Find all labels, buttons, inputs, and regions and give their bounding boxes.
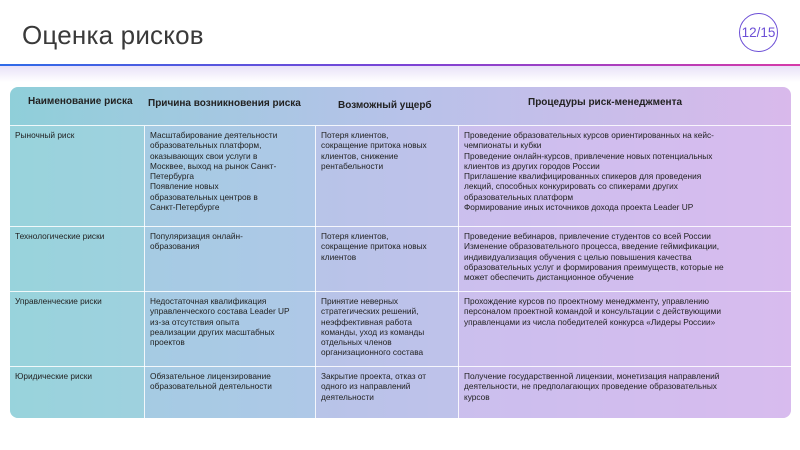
cell-text-line: Появление новых (150, 181, 219, 192)
table-row (10, 291, 791, 367)
cell-text-line: Принятие неверных (321, 296, 399, 306)
cell-text-line: персоналом проектной командой и консультации с действующими (464, 306, 721, 317)
cell-text-line: курсов (464, 391, 490, 402)
cell-text-line: образовательных платформ (464, 191, 574, 202)
procedures-cell (458, 227, 791, 292)
cell-text-line: клиентов (321, 251, 357, 262)
cell-text-line: Управленческие риски (15, 296, 102, 306)
damage-cell (315, 292, 458, 367)
cell-text-line: оказывающих свои услуги в (150, 150, 258, 161)
cell-text-line: клиентов из других городов России (464, 160, 600, 171)
cell-text-line: образовательных центров в (150, 191, 258, 202)
table-row (10, 366, 791, 418)
cell-text-line: может обеспечить дистанционное обучение (464, 272, 634, 283)
cell-text-line: образовательной деятельности (150, 381, 272, 392)
cell-text-line: стратегических решений, (321, 306, 419, 317)
cell-text-line: Проведение онлайн-курсов, привлечение новых потенциальных (464, 150, 713, 161)
header-shadow (0, 66, 800, 82)
page-number-badge: 12/15 (739, 13, 778, 52)
cell-text-line: Потеря клиентов, (321, 130, 389, 140)
cell-text-line: Недостаточная квалификация (150, 296, 267, 306)
risk-name-cell (10, 227, 144, 292)
cell-text-line: из-за отсутствия опыта (150, 316, 240, 327)
risk-table (10, 87, 791, 418)
cell-text-line: Формирование иных источников дохода проекта Leader UP (464, 202, 694, 213)
cell-text-line: неэффективная работа (321, 316, 412, 327)
cell-text-line: Технологические риски (15, 231, 105, 241)
cell-text-line: сокращение притока новых (321, 140, 427, 151)
cell-text-line: чемпионаты и кубки (464, 140, 542, 151)
risk-name-cell (10, 292, 144, 367)
risk-cause-cell (144, 292, 315, 367)
procedures-cell (458, 126, 791, 227)
cell-text-line: Прохождение курсов по проектному менеджменту, управлению (464, 296, 709, 306)
damage-cell (315, 126, 458, 227)
cell-text-line: реализации других масштабных (150, 326, 275, 337)
header-risk-cause: Причина возникновения риска (148, 98, 301, 109)
cell-text-line: команды, уход из команды (321, 326, 425, 337)
table-header (10, 87, 791, 119)
cell-text-line: Потеря клиентов, (321, 231, 389, 241)
cell-text-line: Приглашение квалифицированных спикеров для проведения (464, 171, 702, 182)
cell-text-line: Получение государственной лицензии, монетизация направлений (464, 371, 720, 381)
cell-text-line: Обязательное лицензирование (150, 371, 271, 381)
cell-text-line: Проведение вебинаров, привлечение студентов со всей России (464, 231, 711, 241)
cell-text-line: образования (150, 241, 200, 252)
cell-text-line: Проведение образовательных курсов ориентированных на кейс- (464, 130, 714, 140)
header-risk-name: Наименование риска (28, 96, 133, 107)
cell-text-line: образовательных платформ, (150, 140, 262, 151)
risk-cause-cell (144, 367, 315, 418)
procedures-cell (458, 292, 791, 367)
cell-text-line: организационного состава (321, 347, 424, 358)
procedures-cell (458, 367, 791, 418)
cell-text-line: Закрытие проекта, отказ от (321, 371, 427, 381)
cell-text-line: отдельных членов (321, 337, 392, 348)
damage-cell (315, 367, 458, 418)
cell-text-line: управленческого состава Leader UP (150, 306, 290, 317)
cell-text-line: Популяризация онлайн- (150, 231, 243, 241)
cell-text-line: деятельности (321, 391, 374, 402)
damage-cell (315, 227, 458, 292)
cell-text-line: Рыночный риск (15, 130, 75, 140)
cell-text-line: рентабельности (321, 160, 384, 171)
cell-text-line: одного из направлений (321, 381, 411, 392)
table-row (10, 125, 791, 227)
cell-text-line: проектов (150, 337, 185, 348)
cell-text-line: Санкт-Петербурге (150, 202, 220, 213)
cell-text-line: сокращение притока новых (321, 241, 427, 252)
table-row (10, 226, 791, 292)
cell-text-line: индивидуализация обучения с целью повышения качества (464, 251, 692, 262)
header-possible-damage: Возможный ущерб (338, 100, 432, 111)
cell-text-line: Масштабирование деятельности (150, 130, 278, 140)
cell-text-line: Изменение образовательного процесса, введение геймификации, (464, 241, 720, 252)
cell-text-line: лекций, способных конкурировать со спикерами других (464, 181, 678, 192)
header-risk-procedures: Процедуры риск-менеджмента (528, 97, 683, 108)
risk-name-cell (10, 367, 144, 418)
cell-text-line: Петербурга (150, 171, 194, 182)
page-title: Оценка рисков (22, 20, 204, 50)
cell-text-line: Юридические риски (15, 371, 93, 381)
cell-text-line: клиентов, снижение (321, 150, 399, 161)
risk-cause-cell (144, 227, 315, 292)
risk-name-cell (10, 126, 144, 227)
cell-text-line: образовательных услуг и формирования преимуществ, которые не (464, 261, 724, 272)
cell-text-line: деятельности, не предполагающих проведение образовательных (464, 381, 717, 392)
cell-text-line: Москвее, выход на рынок Санкт- (150, 160, 277, 171)
cell-text-line: управленцами из числа победителей конкурса «Лидеры России» (464, 316, 716, 327)
risk-cause-cell (144, 126, 315, 227)
